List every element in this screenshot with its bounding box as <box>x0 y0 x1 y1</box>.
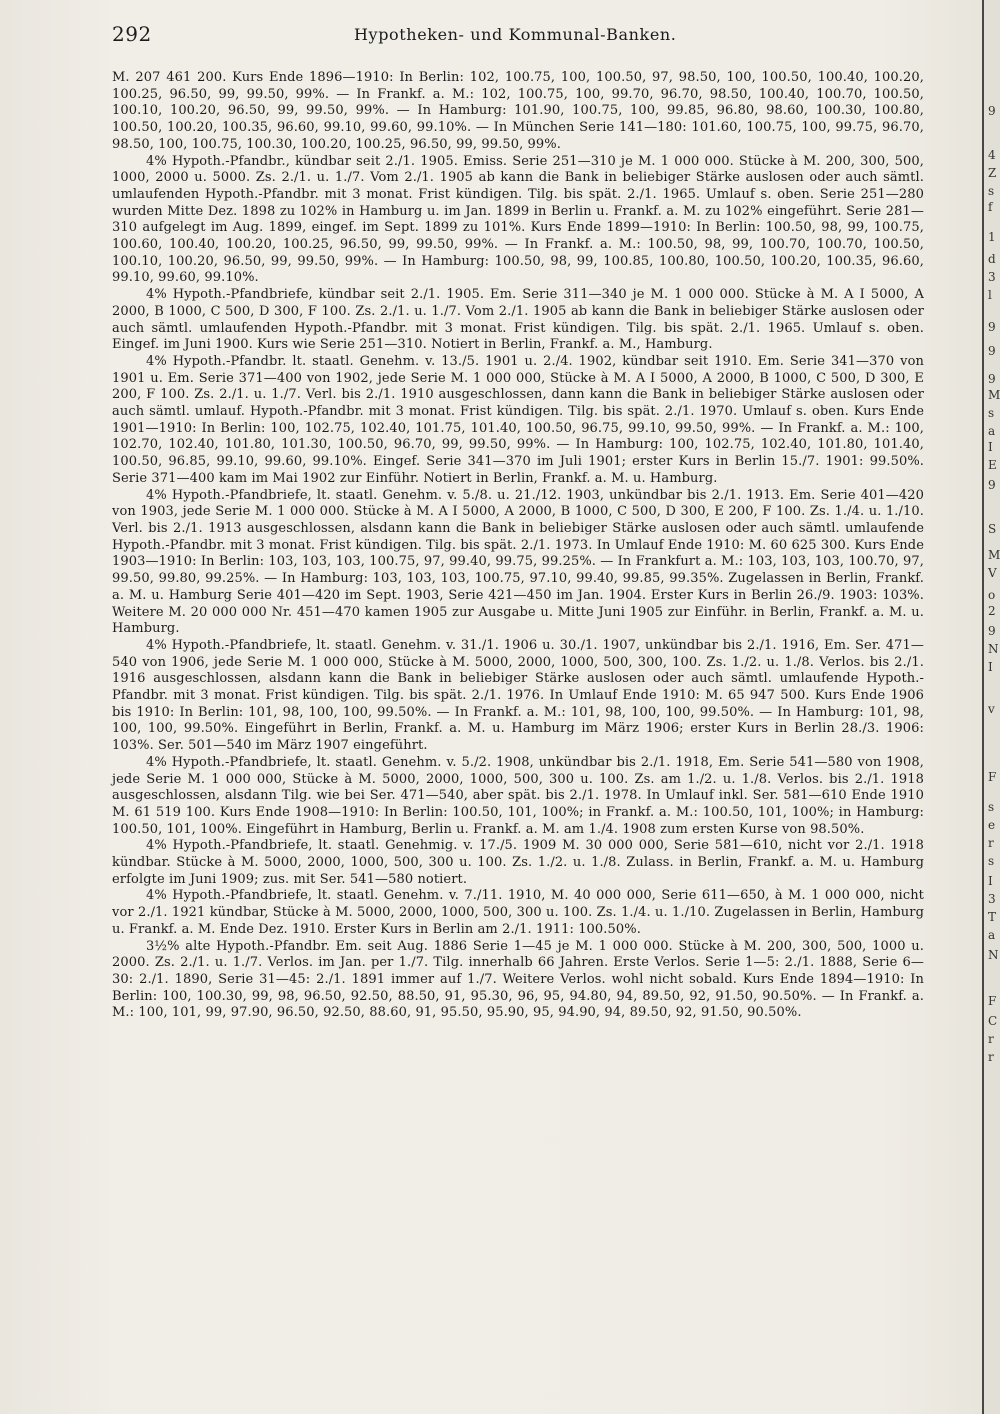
paragraph: 4% Hypoth.-Pfandbriefe, lt. staatl. Genehm. v. 5./2. 1908, unkündbar bis 2./1. 1918, Em. Serie 541—580 von 1908, jede Serie M. 1 000 000, Stücke à M. 5000, 2000, 1000, 500, 300 u. 100. Zs. am 1./2. u. 1./8. Verlos. bis 2./1. 1918 ausgeschlossen, alsdann Tilg. wie bei Ser. 471—540, aber spät. bis 2./1. 1978. In Umlauf inkl. Ser. 581—610 Ende 1910 M. 61 519 100. Kurs Ende 1908—1910: In Berlin: 100.50, 101, 100%; in Frankf. a. M.: 100.50, 101, 100%; in Hamburg: 100.50, 101, 100%. Eingeführt in Hamburg, Berlin u. Frankf. a. M. am 1./4. 1908 zum ersten Kurse von 98.50%. <box>112 754 924 837</box>
margin-fragment: 9 <box>988 104 996 118</box>
margin-fragment: 3 <box>988 270 996 284</box>
margin-fragment: 9 <box>988 320 996 334</box>
margin-fragment: M <box>988 388 1000 402</box>
margin-fragment: e <box>988 818 996 832</box>
body-text <box>112 70 924 1022</box>
page-gutter-line <box>982 0 984 1414</box>
paragraph: 4% Hypoth.-Pfandbr. lt. staatl. Genehm. v. 13./5. 1901 u. 2./4. 1902, kündbar seit 1910. Em. Serie 341—370 von 1901 u. Em. Serie 371—400 von 1902, jede Serie M. 1 000 000, Stücke à M. A I 5000, A 2000, B 1000, C 500, D 300, E 200, F 100. Zs. 2./1. u. 1./7. Verl. bis 2./1. 1910 ausgeschlossen, dann kann die Bank in beliebiger Stärke auslosen oder auch sämtl. umlauf. Hypoth.-Pfandbr. mit 3 monat. Frist kündigen. Tilg. bis spät. 2./1. 1970. Umlauf s. oben. Kurs Ende 1901—1910: In Berlin: 100, 102.75, 102.40, 101.75, 101.40, 100.50, 96.75, 99.10, 99.50, 99%. — In Frankf. a. M.: 100, 102.70, 102.40, 101.80, 101.30, 100.50, 96.70, 99, 99.50, 99%. — In Hamburg: 100, 102.75, 102.40, 101.80, 101.40, 100.50, 96.85, 99.10, 99.60, 99.10%. Eingef. Serie 341—370 im Juli 1901; erster Kurs in Berlin 15./7. 1901: 99.50%. Serie 371—400 kam im Mai 1902 zur Einführ. Notiert in Berlin, Frankf. a. M. u. Hamburg. <box>112 353 924 486</box>
paragraph: 4% Hypoth.-Pfandbriefe, lt. staatl. Genehm. v. 7./11. 1910, M. 40 000 000, Serie 611—650, à M. 1 000 000, nicht vor 2./1. 1921 kündbar, Stücke à M. 5000, 2000, 1000, 500, 300 u. 100. Zs. 1./4. u. 1./10. Zugelassen in Berlin, Hamburg u. Frankf. a. M. Ende Dez. 1910. Erster Kurs in Berlin am 2./1. 1911: 100.50%. <box>112 888 924 937</box>
margin-fragment: v <box>988 702 995 716</box>
margin-fragment: E <box>988 458 997 472</box>
page-header <box>112 22 924 52</box>
margin-fragment: I <box>988 440 993 454</box>
margin-fragment: r <box>988 1050 994 1064</box>
margin-fragment: d <box>988 252 996 266</box>
margin-fragment: 9 <box>988 372 996 386</box>
margin-fragment: I <box>988 874 993 888</box>
margin-fragment: a <box>988 424 996 438</box>
margin-fragment: a <box>988 928 996 942</box>
margin-fragment: M <box>988 548 1000 562</box>
margin-fragment: I <box>988 660 993 674</box>
margin-fragment: 9 <box>988 344 996 358</box>
margin-fragment: 9 <box>988 478 996 492</box>
margin-fragment: s <box>988 406 995 420</box>
margin-fragment: N <box>988 948 999 962</box>
margin-fragment: V <box>988 566 997 580</box>
margin-fragment: 3 <box>988 892 996 906</box>
margin-fragment: S <box>988 522 997 536</box>
margin-fragment: l <box>988 288 992 302</box>
margin-fragment: s <box>988 184 995 198</box>
paragraph: 4% Hypoth.-Pfandbriefe, lt. staatl. Genehm. v. 5./8. u. 21./12. 1903, unkündbar bis 2./1. 1913. Em. Serie 401—420 von 1903, jede Serie M. 1 000 000. Stücke à M. A I 5000, A 2000, B 1000, C 500, D 300, E 200, F 100. Zs. 1./4. u. 1./10. Verl. bis 2./1. 1913 ausgeschlossen, alsdann kann die Bank in beliebiger Stärke auslosen oder auch sämtl. umlaufende Hypoth.-Pfandbr. mit 3 monat. Frist kündigen. Tilg. bis spät. 2./1. 1973. In Umlauf Ende 1910: M. 60 625 300. Kurs Ende 1903—1910: In Berlin: 103, 103, 103, 100.75, 97, 99.40, 99.75, 99.25%. — In Frankfurt a. M.: 103, 103, 103, 100.70, 97, 99.50, 99.80, 99.25%. — In Hamburg: 103, 103, 103, 100.75, 97.10, 99.40, 99.85, 99.35%. Zugelassen in Berlin, Frankf. a. M. u. Hamburg Serie 401—420 im Sept. 1903, Serie 421—450 im Jan. 1904. Erster Kurs in Berlin 26./9. 1903: 103%. Weitere M. 20 000 000 Nr. 451—470 kamen 1905 zur Ausgabe u. Mitte Juni 1905 zur Einführ. in Berlin, Frankf. a. M. u. Hamburg. <box>112 487 924 637</box>
paragraph: M. 207 461 200. Kurs Ende 1896—1910: In Berlin: 102, 100.75, 100, 100.50, 97, 98.50, 100, 100.50, 100.40, 100.20, 100.25, 96.50, 99, 99.50, 99%. — In Frankf. a. M.: 102, 100.75, 100, 99.70, 96.70, 98.50, 100.40, 100.70, 100.50, 100.10, 100.20, 96.50, 99, 99.50, 99%. — In Hamburg: 101.90, 100.75, 100, 99.85, 96.80, 98.60, 100.30, 100.80, 100.50, 100.20, 100.35, 96.60, 99.10, 99.60, 99.10%. — In München Serie 141—180: 101.60, 100.75, 100, 99.75, 96.70, 98.50, 100, 100.75, 100.30, 100.20, 100.25, 96.50, 99, 99.50, 99%. <box>112 70 924 152</box>
margin-fragment: r <box>988 836 994 850</box>
paragraph: 3½% alte Hypoth.-Pfandbr. Em. seit Aug. 1886 Serie 1—45 je M. 1 000 000. Stücke à M. 200, 300, 500, 1000 u. 2000. Zs. 2./1. u. 1./7. Verlos. im Jan. per 1./7. Tilg. innerhalb 66 Jahren. Erste Verlos. Serie 1—5: 2./1. 1888, Serie 6—30: 2./1. 1890, Serie 31—45: 2./1. 1891 immer auf 1./7. Weitere Verlos. wohl nicht sobald. Kurs Ende 1894—1910: In Berlin: 100, 100.30, 99, 98, 96.50, 92.50, 88.50, 91, 95.30, 96, 95, 94.80, 94, 89.50, 92, 91.50, 90.50%. — In Frankf. a. M.: 100, 101, 99, 97.90, 96.50, 92.50, 88.60, 91, 95.50, 95.90, 95, 94.90, 94, 89.50, 92, 91.50, 90.50%. <box>112 938 924 1021</box>
margin-fragment: 2 <box>988 604 996 618</box>
margin-fragment: o <box>988 588 996 602</box>
margin-fragment: s <box>988 800 995 814</box>
margin-fragment: F <box>988 770 997 784</box>
margin-fragment: f <box>988 200 993 214</box>
margin-fragment: 9 <box>988 624 996 638</box>
margin-fragment: T <box>988 910 997 924</box>
margin-fragment: s <box>988 854 995 868</box>
paragraph: 4% Hypoth.-Pfandbr., kündbar seit 2./1. 1905. Emiss. Serie 251—310 je M. 1 000 000. Stücke à M. 200, 300, 500, 1000, 2000 u. 5000. Zs. 2./1. u. 1./7. Vom 2./1. 1905 ab kann die Bank in beliebiger Stärke auslosen oder auch sämtl. umlaufenden Hypoth.-Pfandbr. mit 3 monat. Frist kündigen. Tilg. bis spät. 2./1. 1965. Umlauf s. oben. Serie 251—280 wurden Mitte Dez. 1898 zu 102% in Hamburg u. im Jan. 1899 in Berlin u. Frankf. a. M. zu 102% eingeführt. Serie 281—310 aufgelegt im Aug. 1899, eingef. im Sept. 1899 zu 101%. Kurs Ende 1899—1910: In Berlin: 100.50, 98, 99, 100.75, 100.60, 100.40, 100.20, 100.25, 96.50, 99, 99.50, 99%. — In Frankf. a. M.: 100.50, 98, 99, 100.70, 100.70, 100.50, 100.10, 100.20, 96.50, 99, 99.50, 99%. — In Hamburg: 100.50, 98, 99, 100.85, 100.80, 100.50, 100.20, 100.35, 96.60, 99.10, 99.60, 99.10%. <box>112 153 924 286</box>
margin-fragment: F <box>988 994 997 1008</box>
margin-fragment: r <box>988 1032 994 1046</box>
paragraph: 4% Hypoth.-Pfandbriefe, kündbar seit 2./1. 1905. Em. Serie 311—340 je M. 1 000 000. Stücke à M. A I 5000, A 2000, B 1000, C 500, D 300, F 100. Zs. 2./1. u. 1./7. Vom 2./1. 1905 ab kann die Bank in beliebiger Stärke auslosen oder auch sämtl. umlaufenden Hypoth.-Pfandbr. mit 3 monat. Frist kündigen. Tilg. bis spät. 2./1. 1965. Umlauf s. oben. Eingef. im Juni 1900. Kurs wie Serie 251—310. Notiert in Berlin, Frankf. a. M., Hamburg. <box>112 287 924 353</box>
adjacent-page-fragments <box>988 0 1000 1414</box>
paragraph: 4% Hypoth.-Pfandbriefe, lt. staatl. Genehm. v. 31./1. 1906 u. 30./1. 1907, unkündbar bis 2./1. 1916, Em. Ser. 471—540 von 1906, jede Serie M. 1 000 000, Stücke à M. 5000, 2000, 1000, 500, 300, 100. Zs. 1./2. u. 1./8. Verlos. bis 2./1. 1916 ausgeschlossen, alsdann kann die Bank in beliebiger Stärke auslosen oder auch sämtl. umlaufende Hypoth.-Pfandbr. mit 3 monat. Frist kündigen. Tilg. bis spät. 2./1. 1976. In Umlauf Ende 1910: M. 65 947 500. Kurs Ende 1906 bis 1910: In Berlin: 101, 98, 100, 100, 99.50%. — In Frankf. a. M.: 101, 98, 100, 100, 99.50%. — In Hamburg: 101, 98, 100, 100, 99.50%. Eingeführt in Berlin, Frankf. a. M. u. Hamburg im März 1906; erster Kurs in Berlin 28./3. 1906: 103%. Ser. 501—540 im März 1907 eingeführt. <box>112 637 924 754</box>
margin-fragment: 1 <box>988 230 996 244</box>
margin-fragment: 4 <box>988 148 996 162</box>
margin-fragment: C <box>988 1014 998 1028</box>
running-title: Hypotheken- und Kommunal-Banken. <box>354 25 677 44</box>
margin-fragment: N <box>988 642 999 656</box>
paragraph: 4% Hypoth.-Pfandbriefe, lt. staatl. Genehmig. v. 17./5. 1909 M. 30 000 000, Serie 581—610, nicht vor 2./1. 1918 kündbar. Stücke à M. 5000, 2000, 1000, 500, 300 u. 100. Zs. 1./2. u. 1./8. Zulass. in Berlin, Frankf. a. M. u. Hamburg erfolgte im Juni 1909; zus. mit Ser. 541—580 notiert. <box>112 838 924 887</box>
page-number: 292 <box>112 22 152 46</box>
margin-fragment: Z <box>988 166 997 180</box>
